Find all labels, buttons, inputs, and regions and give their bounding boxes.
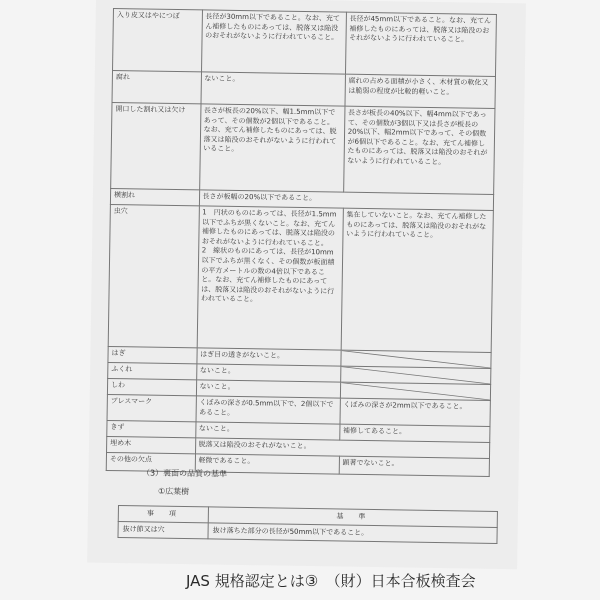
criterion-grade-1: はぎ目の透きがないこと。 — [196, 348, 340, 366]
section-subtitle: ①広葉樹 — [157, 486, 190, 497]
criterion-grade-1: ないこと。 — [201, 72, 346, 106]
column-header: 基 準 — [208, 507, 497, 528]
caption: JAS 規格認定とは③ （財）日本合板検査会 — [186, 572, 476, 590]
criterion-grade-1: ないこと。 — [196, 380, 340, 398]
criterion-merged: 長さが板幅の20%以下であること。 — [199, 190, 494, 211]
criterion-grade-1: くぼみの深さが0.5mm以下で、2個以下であること。 — [196, 396, 341, 424]
list-item: 1 円状のものにあっては、長径が1.5mm以下でふちが黒くないこと。なお、充てん補修したものにあっては、脱落又は陥没のおそれがないように行われていること。 — [201, 208, 337, 248]
defect-name: ふくれ — [108, 362, 197, 379]
diagonal-cell — [340, 382, 491, 400]
column-header: 事 項 — [118, 506, 208, 523]
criterion-grade-1: 長径が30mm以下であること。なお、充てん補修したものにあっては、脱落又は陥没のおそれがないように行われていること。 — [201, 10, 346, 74]
criterion-grade-2: 集在していないこと。なお、充てん補修したものにあっては、脱落又は陥没のおそれがないように行われていること。 — [341, 208, 494, 352]
criterion-grade-1: ないこと。 — [196, 364, 340, 382]
criterion-grade-1 — [197, 206, 343, 350]
defect-name: 抜け節又は穴 — [118, 522, 208, 539]
defect-name: 開口した割れ又は欠け — [111, 102, 201, 189]
criterion: 抜け落ちた部分の長径が50mm以下であること。 — [208, 523, 497, 544]
defect-name: はぎ — [108, 346, 197, 363]
list-item: 2 線状のものにあっては、長径が10mm以下でふちが黒くなく、その個数が板面積の平方メートルの数の4倍以下であること。なお、充てん補修したものにあっては、脱落又は陥没のおそれがないように行われていること。 — [200, 246, 335, 304]
table-row — [111, 102, 495, 194]
defect-name: 腐れ — [112, 71, 201, 104]
criterion-grade-2: 顕著でないこと。 — [339, 456, 490, 476]
defect-name: 横割れ — [110, 188, 199, 205]
criterion-grade-2: 腐れの占める面積が小さく、木材質の軟化又は脆弱の程度が比較的軽いこと。 — [345, 74, 496, 108]
criterion-grade-1: 長さが板長の20%以下、幅1.5mm以下であって、その個数が2個以下であること。なお、充てん補修したものにあっては、脱落又は陥没のおそれがないように行われていること。 — [199, 104, 344, 192]
table-row — [108, 204, 493, 352]
criterion-grade-2: 長径が45mm以下であること。なお、充てん補修したものにあっては、脱落又は陥没のおそれがないように行われていること。 — [345, 12, 496, 76]
criterion-grade-1: 軽微であること。 — [195, 454, 339, 474]
defect-name: 虫穴 — [108, 204, 199, 347]
defect-name: きず — [107, 420, 196, 437]
criterion-grade-2: 補修してあること。 — [339, 424, 490, 442]
quality-standard-table — [106, 8, 497, 477]
table-row — [113, 9, 497, 77]
criterion-grade-2: くぼみの深さが2mm以下であること。 — [340, 398, 491, 426]
section-title: （3）裏面の品質の基準 — [141, 468, 228, 479]
back-quality-table — [117, 505, 497, 544]
defect-name: プレスマーク — [107, 394, 196, 421]
defect-name: 埋め木 — [107, 436, 196, 453]
criterion-grade-1: ないこと。 — [195, 422, 339, 440]
defect-name: その他の欠点 — [106, 452, 195, 471]
defect-name: しわ — [107, 378, 196, 395]
criterion-merged: 脱落又は陥没のおそれがないこと。 — [195, 438, 490, 459]
defect-name: 入り皮又はやにつぼ — [113, 9, 202, 72]
criterion-grade-2: 長さが板長の40%以下、幅4mm以下であって、その個数が3個以下又は長さが板長の20%以下、幅2mm以下であって、その個数が6個以下であること。なお、充てん補修したものにあっては、脱落又は陥没のおそれがないように行われていること。 — [343, 106, 495, 194]
